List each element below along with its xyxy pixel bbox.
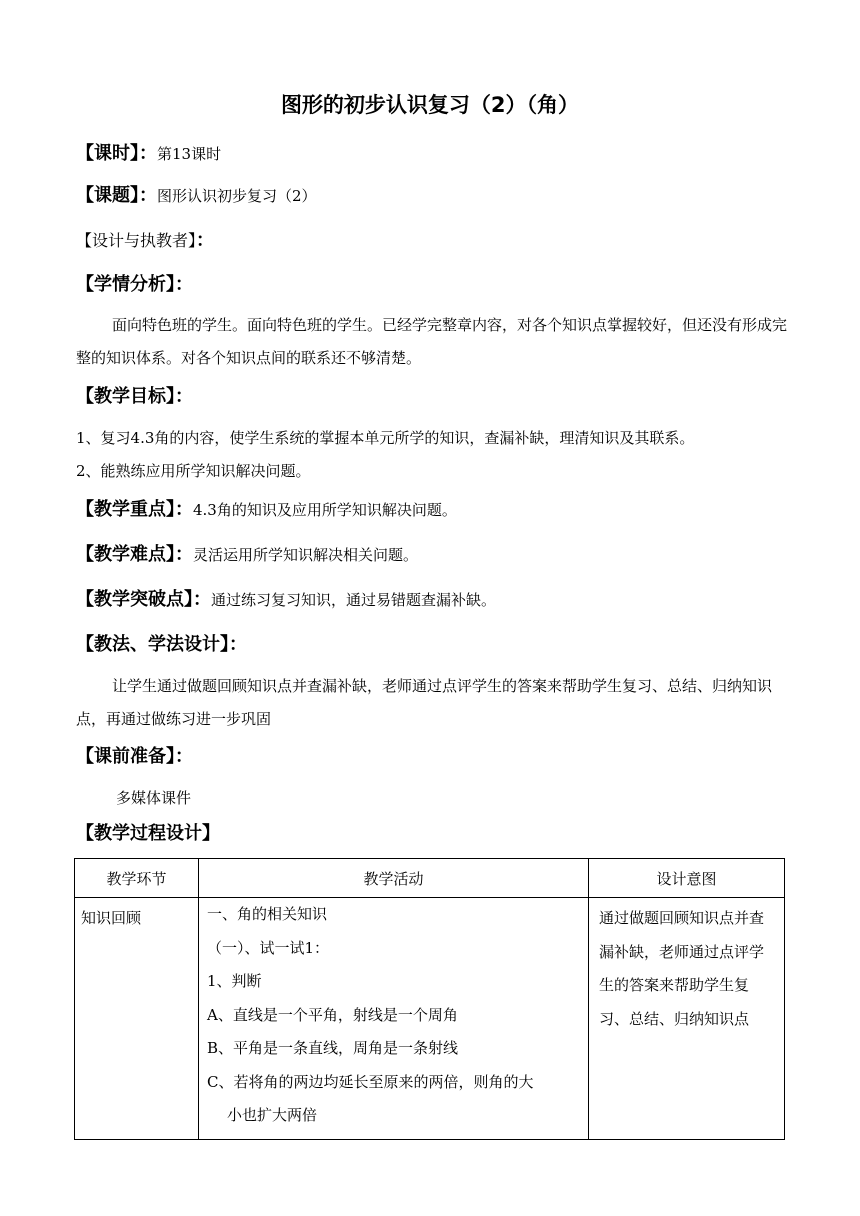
analysis-paragraph <box>76 309 788 375</box>
key-point-label: 【教学重点】 <box>76 499 175 520</box>
breakthrough-value: 通过练习复习知识，通过易错题查漏补缺。 <box>211 591 497 609</box>
method-text: 让学生通过做题回顾知识点并查漏补缺，老师通过点评学生的答案来帮助学生复习、总结、归纳知识点，再通过做练习进一步巩固 <box>76 677 773 728</box>
prep-heading <box>76 745 796 769</box>
lesson-time-label: 【课时】 <box>76 143 139 164</box>
process-heading <box>76 822 796 846</box>
activity-line: A、直线是一个平角，射线是一个周角 <box>207 1005 458 1024</box>
key-point-value: 4.3角的知识及应用所学知识解决问题。 <box>193 501 457 519</box>
header-stage: 教学环节 <box>75 859 199 898</box>
designer-colon: ： <box>196 230 215 251</box>
designer-line <box>76 229 796 253</box>
intent-text: 通过做题回顾知识点并查漏补缺，老师通过点评学生的答案来帮助学生复习、总结、归纳知识点 <box>599 909 765 1028</box>
document-title: 图形的初步认识复习（2）（角） <box>280 93 580 117</box>
activity-cell <box>199 898 589 1140</box>
activity-line: （一）、试一试1： <box>207 938 330 957</box>
designer-label: 【设计与执教者】 <box>76 231 197 250</box>
goals-colon: ： <box>175 386 193 407</box>
goals-label: 【教学目标】 <box>76 386 175 407</box>
breakthrough-label: 【教学突破点】 <box>76 589 193 610</box>
prep-label: 【课前准备】 <box>76 746 175 767</box>
topic-label: 【课题】 <box>76 185 139 206</box>
analysis-colon: ： <box>175 274 193 295</box>
activity-line: 一、角的相关知识 <box>207 905 328 923</box>
key-point-line <box>76 498 796 522</box>
lesson-time-value: 第13课时 <box>157 145 222 163</box>
method-label: 【教法、学法设计】 <box>76 634 229 655</box>
breakthrough-line <box>76 588 796 612</box>
difficulty-label: 【教学难点】 <box>76 544 175 565</box>
table-row <box>75 898 785 1140</box>
difficulty-value: 灵活运用所学知识解决相关问题。 <box>193 546 419 564</box>
method-colon: ： <box>229 634 247 655</box>
goal-item-2: 2、能熟练应用所学知识解决问题。 <box>76 462 311 480</box>
stage-cell <box>75 898 199 1140</box>
analysis-heading <box>76 273 796 297</box>
activity-line: 小也扩大两倍 <box>227 1106 318 1124</box>
difficulty-colon: ： <box>175 544 193 565</box>
process-label: 【教学过程设计】 <box>76 823 220 844</box>
analysis-text: 面向特色班的学生。面向特色班的学生。已经学完整章内容，对各个知识点掌握较好，但还没有形成完整的知识体系。对各个知识点间的联系还不够清楚。 <box>76 316 788 367</box>
table-header-row <box>75 859 785 898</box>
lesson-time-colon: ： <box>139 143 157 164</box>
difficulty-line <box>76 543 796 567</box>
prep-value: 多媒体课件 <box>116 789 192 807</box>
method-heading <box>76 633 796 657</box>
topic-line <box>76 184 796 208</box>
activity-line: C、若将角的两边均延长至原来的两倍，则角的大 <box>207 1072 534 1091</box>
topic-colon: ： <box>139 185 157 206</box>
intent-cell <box>589 898 785 1140</box>
breakthrough-colon: ： <box>193 589 211 610</box>
activity-line: B、平角是一条直线，周角是一条射线 <box>207 1039 459 1057</box>
header-activity: 教学活动 <box>199 859 589 898</box>
activity-line: 1、判断 <box>207 972 262 990</box>
goal-item-1: 1、复习4.3角的内容，使学生系统的掌握本单元所学的知识，查漏补缺，理清知识及其联系。 <box>76 429 695 447</box>
lesson-time-line <box>76 142 796 166</box>
analysis-label: 【学情分析】 <box>76 274 175 295</box>
header-intent: 设计意图 <box>589 859 785 898</box>
topic-value: 图形认识初步复习（2） <box>157 187 317 205</box>
prep-colon: ： <box>175 746 193 767</box>
key-point-colon: ： <box>175 499 193 520</box>
method-paragraph <box>76 670 788 736</box>
stage-text: 知识回顾 <box>81 909 142 927</box>
process-table <box>74 858 785 1140</box>
goals-heading <box>76 385 796 409</box>
